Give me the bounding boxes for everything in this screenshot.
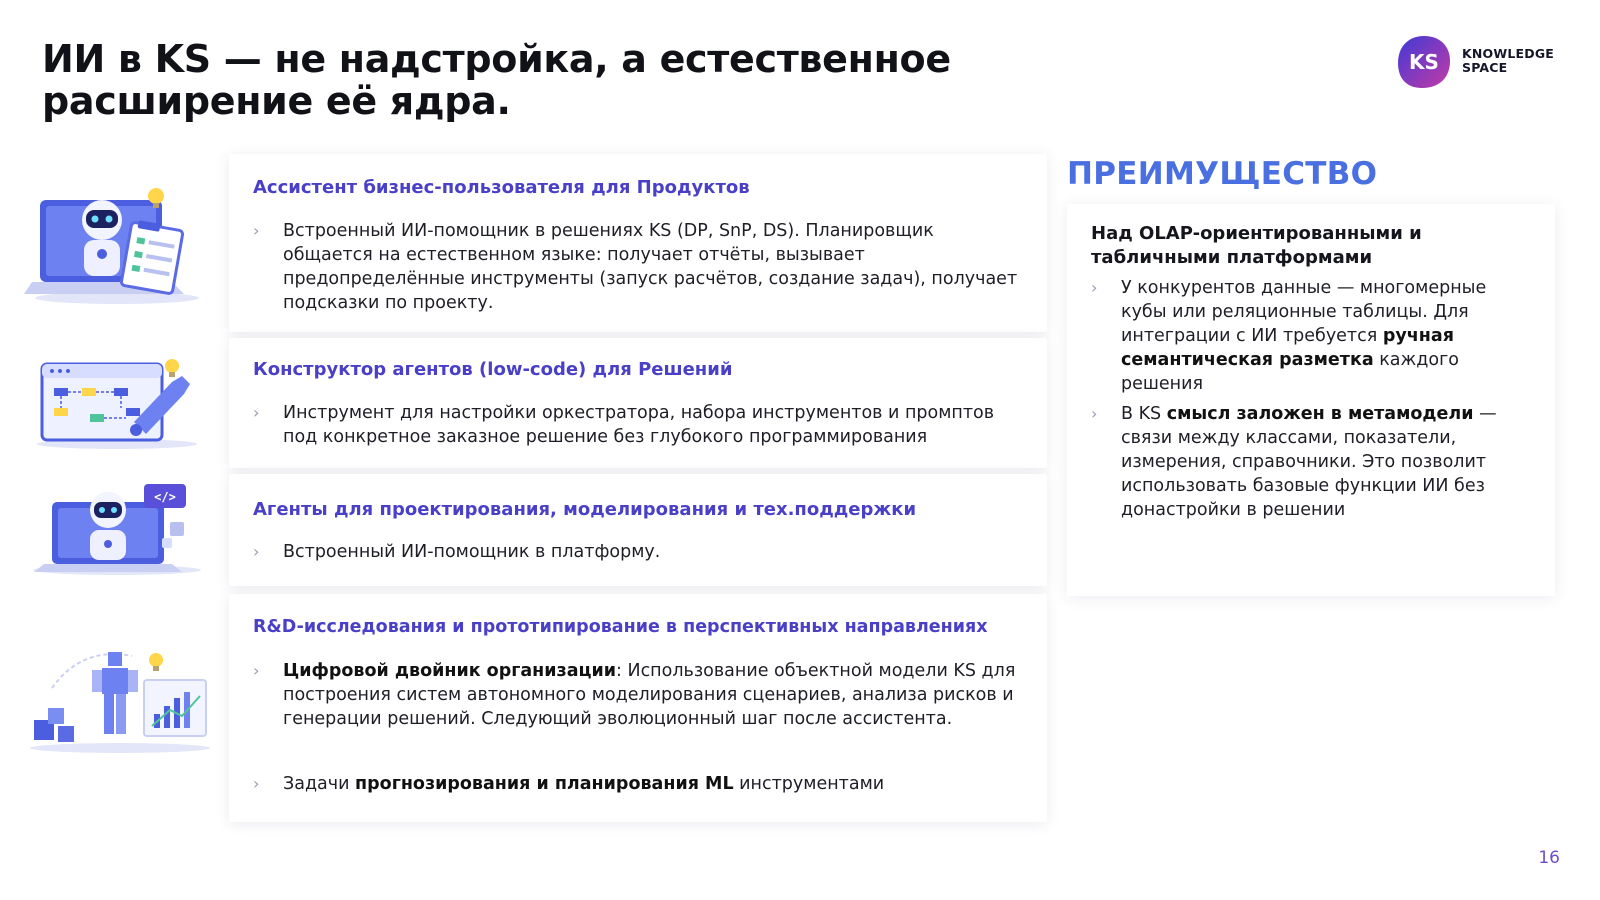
svg-text:</>: </> <box>154 490 176 504</box>
bullet-bold: смысл заложен в метамодели <box>1166 404 1474 424</box>
card-bullet <box>253 540 1023 564</box>
bullet-text: каждого решения <box>1121 350 1459 394</box>
svg-text:KS: KS <box>1409 50 1439 74</box>
card-title: Конструктор агентов (low-code) для Решений <box>253 359 733 380</box>
advantage-card <box>1067 204 1555 596</box>
bullet-text: Инструмент для настройки оркестратора, набора инструментов и промптов под конкретное заказное решение без глубокого программирования <box>283 403 995 447</box>
bullet-bold: ручная семантическая разметка <box>1121 326 1454 370</box>
card-bullet <box>253 401 1023 449</box>
card-agent-builder <box>229 338 1047 468</box>
chevron-right-icon: › <box>253 661 260 680</box>
robot-clipboard-icon <box>22 182 212 308</box>
advantage-heading: Над OLAP-ориентированными и табличными платформами <box>1091 223 1422 268</box>
bullet-text: У конкурентов данные — многомерные кубы или реляционные таблицы. Для интеграции с ИИ требуется <box>1121 278 1487 346</box>
bullet-text: Задачи <box>283 774 356 794</box>
bullet-text: инструментами <box>733 774 885 794</box>
logo-wordmark: KNOWLEDGE SPACE <box>1462 46 1555 75</box>
card-bullet <box>253 659 1023 731</box>
card-title: Ассистент бизнес-пользователя для Продуктов <box>253 177 750 198</box>
card-bullet <box>253 219 1023 315</box>
page-number: 16 <box>1538 848 1560 868</box>
bullet-text: — связи между классами, показатели, измерения, справочники. Это позволит использовать базовые функции ИИ без донастройки в решении <box>1121 404 1497 520</box>
card-design-agents <box>229 474 1047 586</box>
bullet-text: В KS <box>1121 404 1167 424</box>
bullet-bold: Цифровой двойник организации <box>283 661 617 681</box>
chevron-right-icon: › <box>1091 278 1098 297</box>
card-assistant <box>229 154 1047 332</box>
card-title: Агенты для проектирования, моделирования и тех.поддержки <box>253 499 917 520</box>
page-title: ИИ в KS — не надстройка, а естественное расширение её ядра. <box>42 37 951 123</box>
chevron-right-icon: › <box>253 221 260 240</box>
ks-logo-mark <box>1396 34 1452 90</box>
bullet-text: Встроенный ИИ-помощник в платформу. <box>283 542 661 562</box>
bullet-bold: прогнозирования и планирования ML <box>355 774 734 794</box>
bullet-text: : Использование объектной модели KS для построения систем автономного моделирования сценариев, анализа рисков и генерации решений. Следующий эволюционный шаг после ассистента. <box>283 661 1016 729</box>
chevron-right-icon: › <box>253 403 260 422</box>
robot-code-icon <box>22 482 212 578</box>
chevron-right-icon: › <box>253 542 260 561</box>
digital-twin-icon <box>22 648 212 758</box>
workflow-wrench-icon <box>22 354 212 454</box>
bullet-text: Встроенный ИИ-помощник в решениях KS (DP, SnP, DS). Планировщик общается на естественном языке: получает отчёты, вызывает предопределённые инструменты (запуск расчётов, создание задач), получает подсказки по проекту. <box>283 221 1018 313</box>
advantage-bullet <box>1091 276 1531 396</box>
chevron-right-icon: › <box>253 774 260 793</box>
card-bullet <box>253 772 1023 796</box>
card-title: R&D-исследования и прототипирование в перспективных направлениях <box>253 617 988 637</box>
advantage-title: ПРЕИМУЩЕСТВО <box>1067 156 1378 192</box>
card-rnd <box>229 594 1047 822</box>
chevron-right-icon: › <box>1091 404 1098 423</box>
knowledge-space-logo <box>1396 34 1566 92</box>
advantage-bullet <box>1091 402 1531 522</box>
